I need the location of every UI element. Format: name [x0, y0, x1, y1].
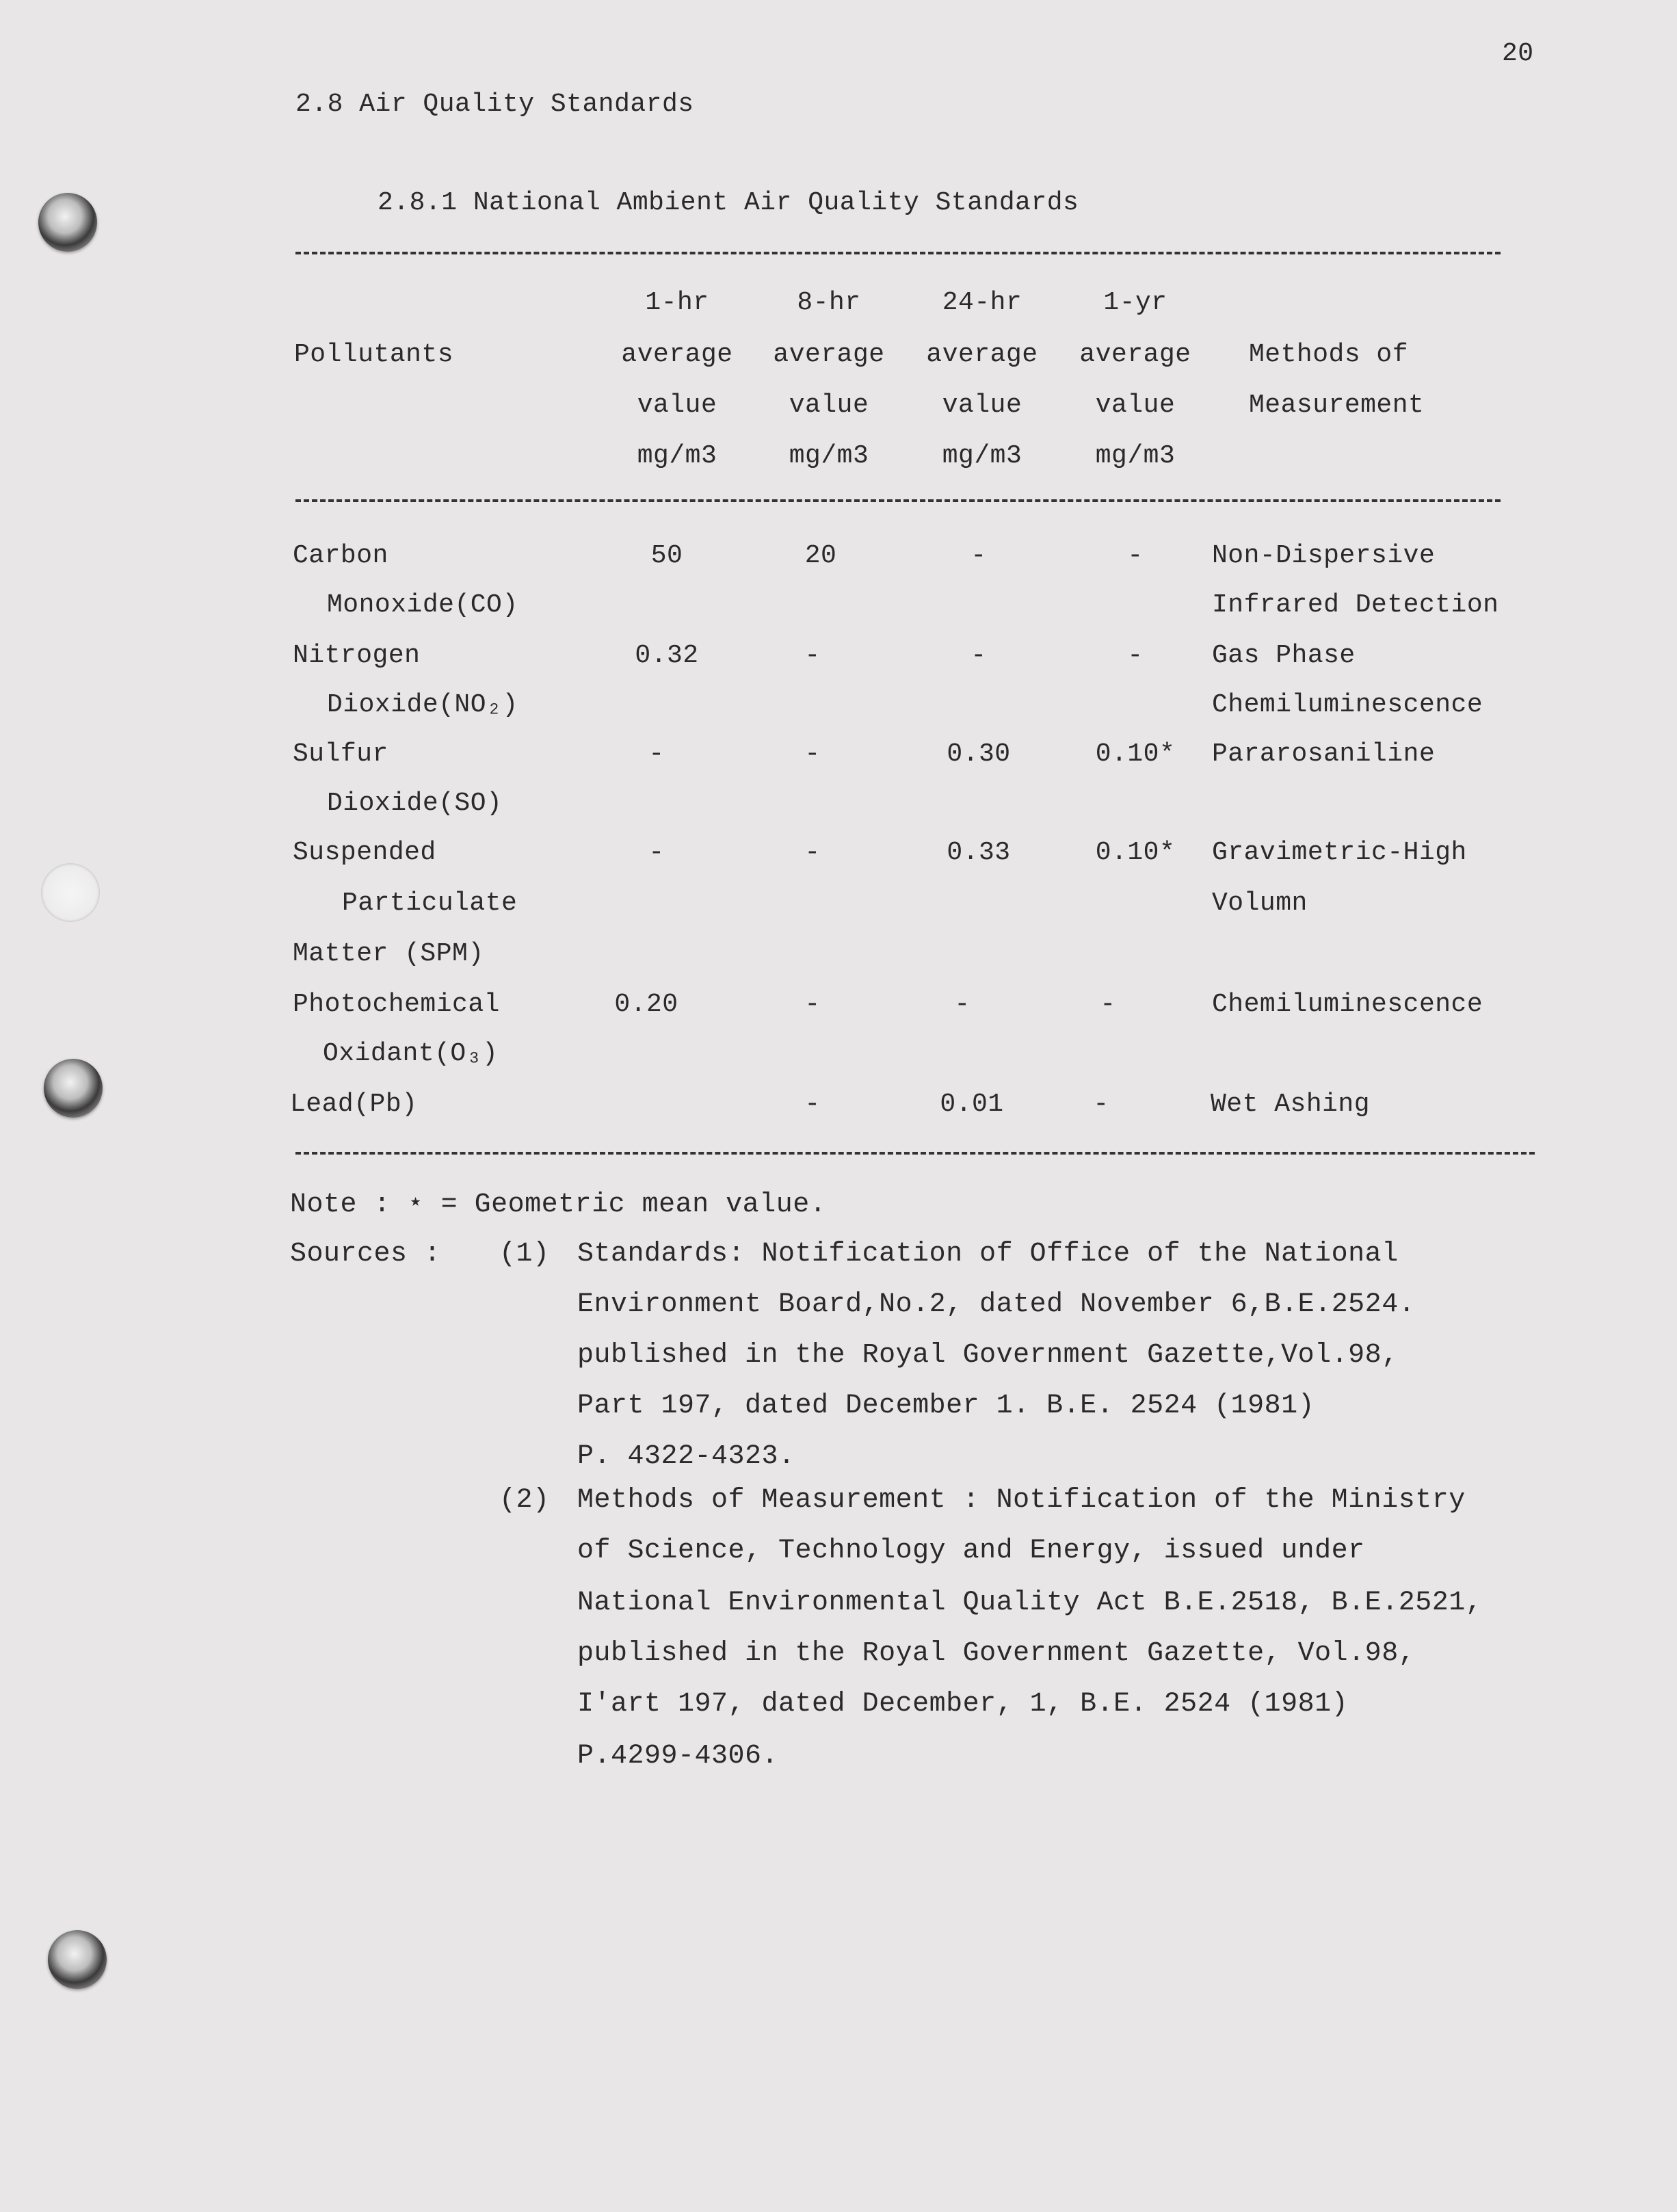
- value-1yr: -: [1093, 1090, 1109, 1119]
- value-8hr: -: [804, 838, 821, 867]
- measurement-method-cont: Volumn: [1212, 888, 1308, 918]
- value-1hr: -: [648, 838, 665, 867]
- source-1-line-2: Environment Board,No.2, dated November 6,B.E.2524.: [577, 1289, 1416, 1320]
- value-1hr: 0.20: [614, 990, 678, 1019]
- header-1yr-line1: 1-yr: [1103, 288, 1167, 317]
- source-2-line-6: P.4299-4306.: [577, 1741, 779, 1772]
- measurement-method: Chemiluminescence: [1212, 990, 1483, 1019]
- source-2-line-3: National Environmental Quality Act B.E.2518, B.E.2521,: [577, 1588, 1483, 1618]
- header-1yr-line3: value: [1095, 391, 1176, 420]
- value-8hr: -: [804, 739, 821, 769]
- binder-hole-4: [48, 1930, 107, 1989]
- header-pollutants: Pollutants: [294, 340, 454, 369]
- binder-hole-2: [41, 863, 100, 922]
- measurement-method: Non-Dispersive: [1212, 541, 1436, 570]
- header-24hr-line2: average: [926, 340, 1038, 369]
- value-24hr: -: [970, 541, 987, 570]
- value-8hr: -: [804, 990, 821, 1019]
- table-top-rule: [295, 252, 1501, 254]
- header-8hr-line1: 8-hr: [797, 288, 861, 317]
- pollutant-name: Carbon: [293, 541, 388, 570]
- pollutant-name: Suspended: [293, 838, 436, 867]
- value-1yr: -: [1127, 541, 1144, 570]
- pollutant-name-cont: Dioxide(SO): [327, 789, 503, 818]
- table-header-rule: [295, 499, 1501, 502]
- measurement-method: Pararosaniline: [1212, 739, 1436, 769]
- source-1-line-5: P. 4322-4323.: [577, 1441, 795, 1472]
- header-8hr-line3: value: [789, 391, 869, 420]
- value-1hr: 50: [650, 541, 683, 570]
- value-1yr: 0.10*: [1095, 739, 1176, 769]
- value-1hr: 0.32: [635, 641, 699, 670]
- pollutant-name-cont: Monoxide(CO): [327, 590, 518, 620]
- source-1-line-3: published in the Royal Government Gazette,Vol.98,: [577, 1340, 1399, 1371]
- header-8hr-line4: mg/m3: [789, 441, 869, 471]
- value-24hr: -: [970, 641, 987, 670]
- measurement-method-cont: Infrared Detection: [1212, 590, 1499, 620]
- value-8hr: -: [804, 1090, 821, 1119]
- header-24hr-line3: value: [942, 391, 1022, 420]
- header-24hr-line4: mg/m3: [942, 441, 1022, 471]
- header-8hr-line2: average: [773, 340, 885, 369]
- measurement-method: Gas Phase: [1212, 641, 1356, 670]
- binder-hole-3: [44, 1059, 103, 1118]
- header-1hr-line4: mg/m3: [637, 441, 717, 471]
- value-1yr: 0.10*: [1095, 838, 1176, 867]
- pollutant-name-cont: Particulate: [342, 888, 518, 918]
- pollutant-name: Photochemical: [293, 990, 500, 1019]
- measurement-method-cont: Chemiluminescence: [1212, 690, 1483, 720]
- header-1hr-line1: 1-hr: [645, 288, 709, 317]
- header-1yr-line2: average: [1079, 340, 1191, 369]
- source-2-line-4: published in the Royal Government Gazette, Vol.98,: [577, 1638, 1416, 1669]
- section-title: 2.8 Air Quality Standards: [295, 90, 694, 119]
- value-24hr: -: [954, 990, 970, 1019]
- source-1-line-1: Standards: Notification of Office of the National: [577, 1239, 1399, 1269]
- header-1hr-line3: value: [637, 391, 717, 420]
- header-1yr-line4: mg/m3: [1095, 441, 1176, 471]
- source-2-line-1: Methods of Measurement : Notification of the Ministry: [577, 1485, 1466, 1516]
- pollutant-name: Lead(Pb): [290, 1090, 418, 1119]
- value-1hr: -: [648, 739, 665, 769]
- header-methods-line2: Measurement: [1249, 391, 1425, 420]
- pollutant-name-cont: Dioxide(NO₂): [327, 690, 518, 720]
- value-24hr: 0.33: [947, 838, 1011, 867]
- pollutant-name-cont: Oxidant(O₃): [323, 1039, 499, 1068]
- value-8hr: -: [804, 641, 821, 670]
- source-2-line-5: I'art 197, dated December, 1, B.E. 2524 (1981): [577, 1689, 1349, 1720]
- value-24hr: 0.30: [947, 739, 1011, 769]
- subsection-title: 2.8.1 National Ambient Air Quality Standards: [378, 188, 1079, 218]
- header-24hr-line1: 24-hr: [942, 288, 1022, 317]
- source-1-line-4: Part 197, dated December 1. B.E. 2524 (1981): [577, 1391, 1315, 1421]
- value-1yr: -: [1127, 641, 1144, 670]
- pollutant-name: Nitrogen: [293, 641, 421, 670]
- value-8hr: 20: [804, 541, 837, 570]
- value-1yr: -: [1100, 990, 1116, 1019]
- header-1hr-line2: average: [621, 340, 733, 369]
- table-note: Note : ⋆ = Geometric mean value.: [290, 1189, 827, 1220]
- pollutant-name-cont2: Matter (SPM): [293, 939, 484, 969]
- value-24hr: 0.01: [940, 1090, 1004, 1119]
- measurement-method: Gravimetric-High: [1212, 838, 1467, 867]
- binder-hole-1: [38, 193, 97, 252]
- pollutant-name: Sulfur: [293, 739, 388, 769]
- source-2-number: (2): [499, 1485, 550, 1516]
- measurement-method: Wet Ashing: [1211, 1090, 1371, 1119]
- source-1-number: (1): [499, 1239, 550, 1269]
- table-bottom-rule: [295, 1152, 1535, 1155]
- header-methods-line1: Methods of: [1249, 340, 1409, 369]
- sources-label: Sources :: [290, 1239, 441, 1269]
- source-2-line-2: of Science, Technology and Energy, issued under: [577, 1536, 1365, 1566]
- page-number: 20: [1502, 39, 1534, 68]
